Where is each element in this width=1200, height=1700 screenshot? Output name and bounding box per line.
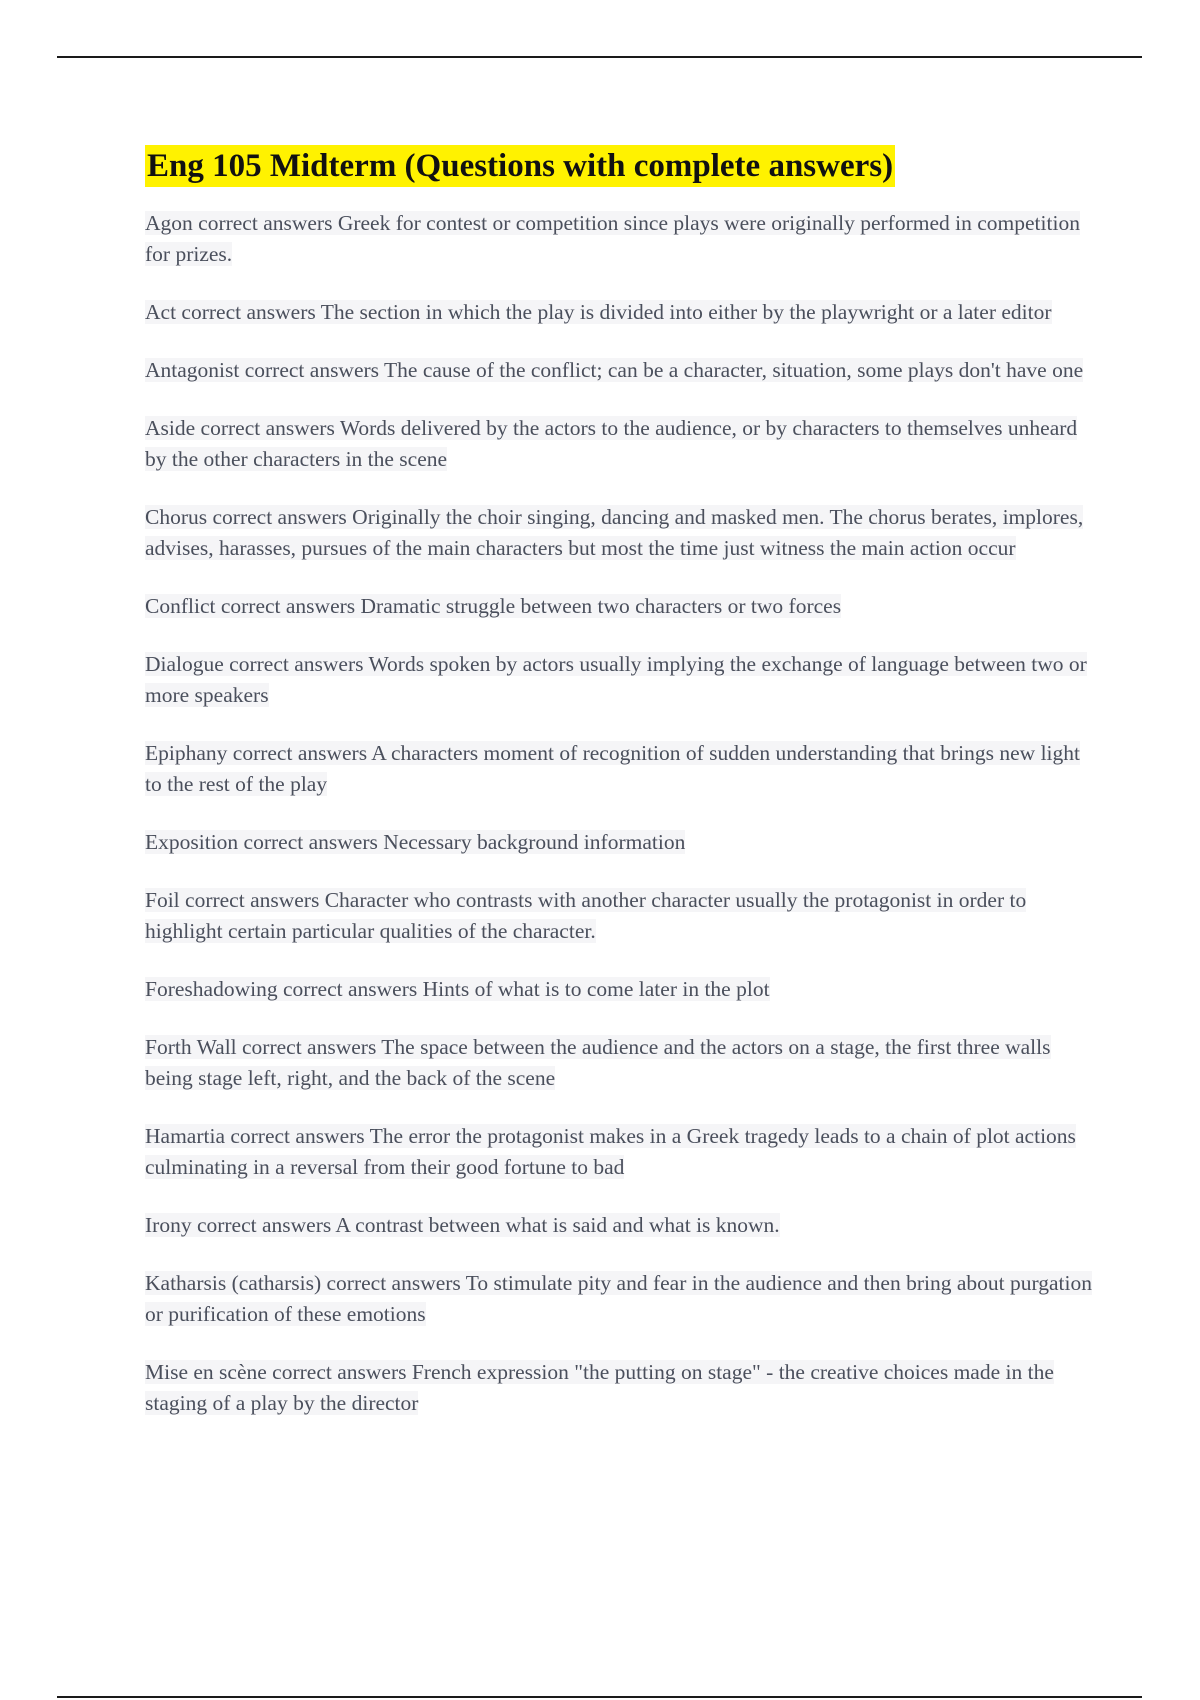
top-rule: [57, 56, 1142, 58]
glossary-list: [145, 209, 1100, 1420]
entry-text: Act correct answers The section in which the play is divided into either by the playwright or a later editor: [145, 300, 1052, 324]
entry-text: Antagonist correct answers The cause of the conflict; can be a character, situation, some plays don't have one: [145, 358, 1084, 382]
list-item: [145, 886, 1100, 948]
entry-text: Conflict correct answers Dramatic struggle between two characters or two forces: [145, 594, 842, 618]
entry-text: Epiphany correct answers A characters moment of recognition of sudden understanding that brings new light to the rest of the play: [145, 741, 1080, 796]
list-item: [145, 503, 1100, 565]
list-item: [145, 1358, 1100, 1420]
entry-text: Katharsis (catharsis) correct answers To stimulate pity and fear in the audience and then bring about purgation or purification of these emotions: [145, 1271, 1092, 1326]
entry-text: Foil correct answers Character who contrasts with another character usually the protagonist in order to highlight certain particular qualities of the character.: [145, 888, 1027, 943]
entry-text: Chorus correct answers Originally the choir singing, dancing and masked men. The chorus berates, implores, advises, harasses, pursues of the main characters but most the time just witness the main action occur: [145, 505, 1084, 560]
entry-text: Mise en scène correct answers French expression "the putting on stage" - the creative choices made in the staging of a play by the director: [145, 1360, 1054, 1415]
list-item: [145, 1122, 1100, 1184]
list-item: [145, 592, 1100, 623]
entry-text: Agon correct answers Greek for contest or competition since plays were originally performed in competition for prizes.: [145, 211, 1080, 266]
document-title: Eng 105 Midterm (Questions with complete answers): [145, 145, 895, 187]
list-item: [145, 1033, 1100, 1095]
list-item: [145, 1211, 1100, 1242]
list-item: [145, 650, 1100, 712]
list-item: [145, 739, 1100, 801]
list-item: [145, 1269, 1100, 1331]
list-item: [145, 414, 1100, 476]
entry-text: Foreshadowing correct answers Hints of what is to come later in the plot: [145, 977, 770, 1001]
entry-text: Forth Wall correct answers The space between the audience and the actors on a stage, the first three walls being stage left, right, and the back of the scene: [145, 1035, 1051, 1090]
entry-text: Irony correct answers A contrast between what is said and what is known.: [145, 1213, 780, 1237]
entry-text: Hamartia correct answers The error the protagonist makes in a Greek tragedy leads to a chain of plot actions culminating in a reversal from their good fortune to bad: [145, 1124, 1076, 1179]
list-item: [145, 356, 1100, 387]
entry-text: Exposition correct answers Necessary background information: [145, 830, 686, 854]
document-body: [145, 145, 1100, 1447]
entry-text: Aside correct answers Words delivered by the actors to the audience, or by characters to themselves unheard by the other characters in the scene: [145, 416, 1078, 471]
list-item: [145, 298, 1100, 329]
list-item: [145, 828, 1100, 859]
list-item: [145, 209, 1100, 271]
list-item: [145, 975, 1100, 1006]
entry-text: Dialogue correct answers Words spoken by actors usually implying the exchange of language between two or more speakers: [145, 652, 1087, 707]
bottom-rule: [57, 1696, 1142, 1698]
